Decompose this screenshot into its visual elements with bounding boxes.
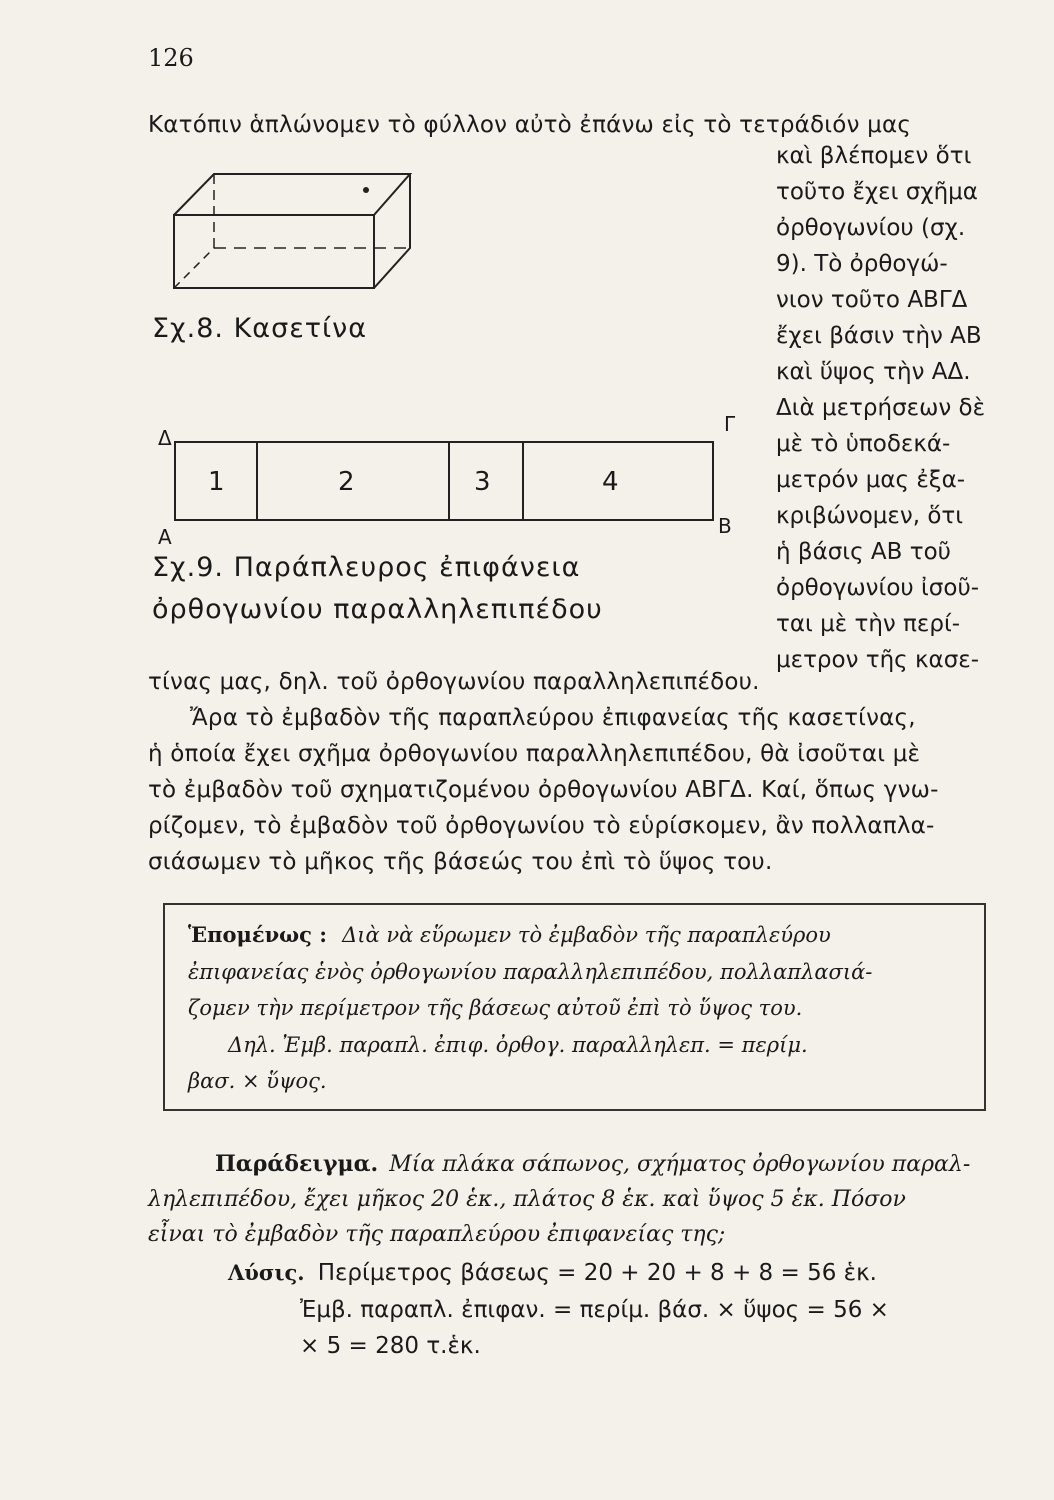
figure9-caption-line2: ὀρθογωνίου παραλληλεπιπέδου: [152, 594, 603, 625]
body-line: σιάσωμεν τὸ μῆκος τῆς βάσεώς του ἐπὶ τὸ ὕψος του.: [148, 849, 773, 875]
side-line: κριβώνομεν, ὅτι: [776, 503, 964, 529]
side-line: 9). Τὸ ὀρθογώ-: [776, 251, 948, 277]
rule-line1: Διὰ νὰ εὕρωμεν τὸ ἐμβαδὸν τῆς παραπλεύρου: [342, 923, 831, 947]
solution-line2: Ἐμβ. παραπλ. ἐπιφαν. = περίμ. βάσ. × ὕψος = 56 ×: [300, 1297, 889, 1323]
rule-formula-line2: βασ. × ὕψος.: [188, 1069, 327, 1093]
rule-line3: ζομεν τὴν περίμετρον τῆς βάσεως αὐτοῦ ἐπὶ τὸ ὕψος του.: [188, 996, 803, 1020]
side-line: ἡ βάσις ΑΒ τοῦ: [776, 539, 951, 565]
figure8-box-drawing: [160, 160, 420, 300]
figure9-cell-3: 3: [474, 467, 491, 497]
figure9-caption-line1: Σχ.9. Παράπλευρος ἐπιφάνεια: [152, 552, 581, 583]
example-line1: Μία πλάκα σάπωνος, σχήματος ὀρθογωνίου παραλ-: [389, 1152, 971, 1177]
rule-line2: ἐπιφανείας ἑνὸς ὀρθογωνίου παραλληλεπιπέδου, πολλαπλασιά-: [188, 960, 873, 984]
example-heading: Παράδειγμα.: [215, 1151, 379, 1177]
side-line: ὀρθογωνίου ἰσοῦ-: [776, 575, 980, 601]
side-line: ἔχει βάσιν τὴν ΑΒ: [776, 323, 982, 349]
example-line2: ληλεπιπέδου, ἔχει μῆκος 20 ἑκ., πλάτος 8 ἑκ. καὶ ὕψος 5 ἑκ. Πόσον: [148, 1187, 906, 1212]
side-line: Διὰ μετρήσεων δὲ: [776, 395, 986, 421]
page-number: 126: [148, 44, 194, 72]
side-line: καὶ ὕψος τὴν ΑΔ.: [776, 359, 971, 385]
corner-label-gamma: Γ: [724, 412, 736, 436]
side-line: νιον τοῦτο ΑΒΓΔ: [776, 287, 968, 313]
rule-heading: Ἑπομένως :: [188, 922, 328, 947]
solution-first-line: [228, 1260, 877, 1286]
figure8-caption: Σχ.8. Κασετίνα: [152, 313, 368, 344]
solution-line3: × 5 = 280 τ.ἑκ.: [300, 1333, 481, 1359]
side-line: μετρον τῆς κασε-: [776, 647, 980, 673]
body-line: τίνας μας, δηλ. τοῦ ὀρθογωνίου παραλληλεπιπέδου.: [148, 669, 760, 695]
rule-formula-line1: Δηλ. Ἐμβ. παραπλ. ἐπιφ. ὀρθογ. παραλληλεπ. = περίμ.: [228, 1033, 808, 1057]
body-line: ρίζομεν, τὸ ἐμβαδὸν τοῦ ὀρθογωνίου τὸ εὑρίσκομεν, ἂν πολλαπλα-: [148, 813, 935, 839]
side-line: μετρόν μας ἐξα-: [776, 467, 966, 493]
body-line: ἡ ὁποία ἔχει σχῆμα ὀρθογωνίου παραλληλεπιπέδου, θὰ ἰσοῦται μὲ: [148, 741, 921, 767]
rule-first-line: [188, 922, 831, 947]
side-line: μὲ τὸ ὑποδεκά-: [776, 431, 951, 457]
figure9-cell-2: 2: [338, 467, 355, 497]
figure9-cell-4: 4: [602, 467, 619, 497]
solution-line1: Περίμετρος βάσεως = 20 + 20 + 8 + 8 = 56 ἑκ.: [317, 1260, 877, 1286]
side-line: ται μὲ τὴν περί-: [776, 611, 961, 637]
body-line: Ἄρα τὸ ἐμβαδὸν τῆς παραπλεύρου ἐπιφανείας τῆς κασετίνας,: [190, 705, 916, 731]
corner-label-beta: Β: [718, 514, 732, 538]
example-first-line: [215, 1151, 970, 1177]
solution-heading: Λύσις.: [228, 1260, 305, 1285]
example-line3: εἶναι τὸ ἐμβαδὸν τῆς παραπλεύρου ἐπιφανείας της;: [148, 1222, 726, 1247]
body-line: τὸ ἐμβαδὸν τοῦ σχηματιζομένου ὀρθογωνίου ΑΒΓΔ. Καί, ὅπως γνω-: [148, 777, 939, 803]
side-line: ὀρθογωνίου (σχ.: [776, 215, 966, 241]
figure9-rectangle: [170, 430, 720, 530]
figure9-cell-1: 1: [208, 467, 225, 497]
corner-label-alpha: Α: [158, 525, 172, 549]
side-line: καὶ βλέπομεν ὅτι: [776, 143, 972, 169]
corner-label-delta: Δ: [158, 426, 172, 450]
side-line: τοῦτο ἔχει σχῆμα: [776, 179, 978, 205]
intro-line: Κατόπιν ἁπλώνομεν τὸ φύλλον αὐτὸ ἐπάνω εἰς τὸ τετράδιόν μας: [148, 112, 912, 138]
